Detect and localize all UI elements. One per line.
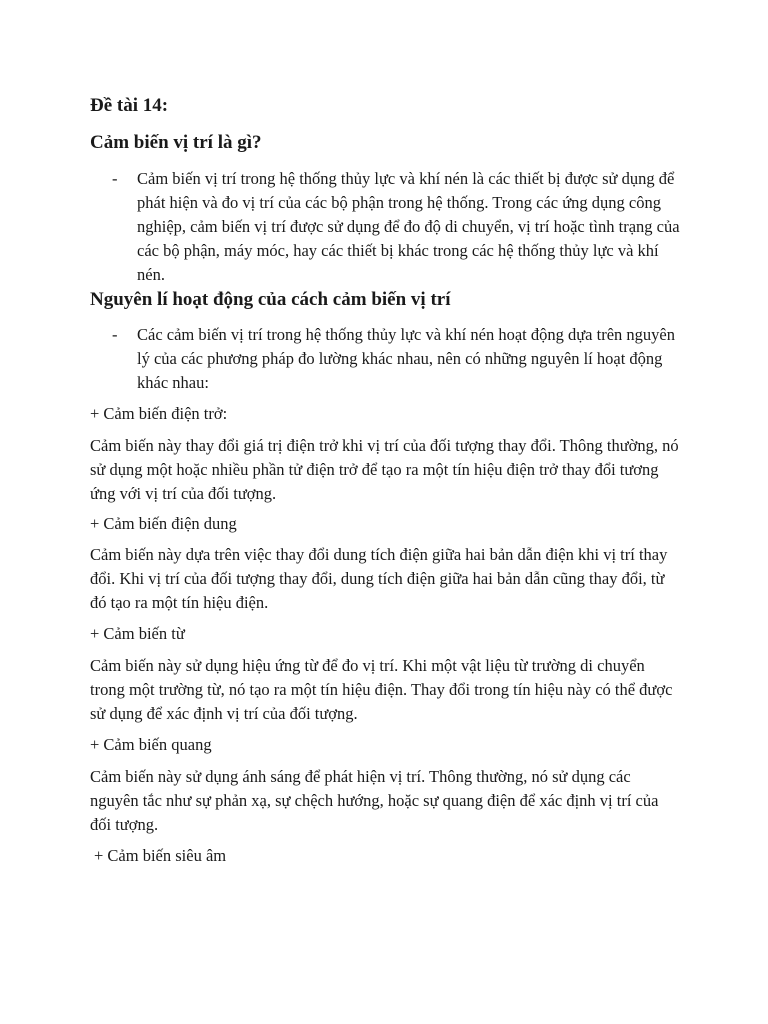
subheading-ultrasonic-sensor: + Cảm biến siêu âm [94,846,227,865]
section-heading-what-is: Cảm biến vị trí là gì? [90,132,262,153]
bullet-text: Các cảm biến vị trí trong hệ thống thủy lực và khí nén hoạt động dựa trên nguyên lý của các phương pháp đo lường khác nhau, nên có những nguyên lí hoạt động khác nhau: [137,325,675,392]
paragraph-capacitive-sensor: Cảm biến này dựa trên việc thay đổi dung tích điện giữa hai bản dẫn điện khi vị trí thay đổi. Khi vị trí của đối tượng thay đổi, dung tích điện giữa hai bản dẫn cũng thay đổi, từ đó tạo ra một tín hiệu điện. [90,545,668,612]
subheading-optical-sensor: + Cảm biến quang [90,735,212,754]
subheading-magnetic-sensor: + Cảm biến từ [90,624,185,643]
bullet-principle [90,323,690,395]
subheading-capacitive-sensor: + Cảm biến điện dung [90,514,237,533]
paragraph-resistive-sensor: Cảm biến này thay đổi giá trị điện trở khi vị trí của đối tượng thay đổi. Thông thường, nó sử dụng một hoặc nhiều phần tử điện trở để tạo ra một tín hiệu điện trở thay đổi tương ứng với vị trí của đối tượng. [90,436,679,503]
bullet-text: Cảm biến vị trí trong hệ thống thủy lực và khí nén là các thiết bị được sử dụng để phát hiện và đo vị trí của các bộ phận trong hệ thống. Trong các ứng dụng công nghiệp, cảm biến vị trí được sử dụng để đo độ di chuyển, vị trí hoặc tình trạng của các bộ phận, máy móc, hay các thiết bị khác trong các hệ thống thủy lực và khí nén. [137,169,680,284]
paragraph-magnetic-sensor: Cảm biến này sử dụng hiệu ứng từ để đo vị trí. Khi một vật liệu từ trường di chuyển trong một trường từ, nó tạo ra một tín hiệu điện. Thay đổi trong tín hiệu này có thể được sử dụng để xác định vị trí của đối tượng. [90,656,673,723]
section-heading-principle: Nguyên lí hoạt động của cách cảm biến vị trí [90,289,451,310]
topic-title: Đề tài 14: [90,95,169,116]
bullet-definition [90,167,690,287]
subheading-resistive-sensor: + Cảm biến điện trở: [90,404,228,423]
bullet-dash: - [112,169,118,188]
bullet-dash: - [112,325,118,344]
paragraph-optical-sensor: Cảm biến này sử dụng ánh sáng để phát hiện vị trí. Thông thường, nó sử dụng các nguyên tắc như sự phản xạ, sự chệch hướng, hoặc sự quang điện để xác định vị trí của đối tượng. [90,767,659,834]
